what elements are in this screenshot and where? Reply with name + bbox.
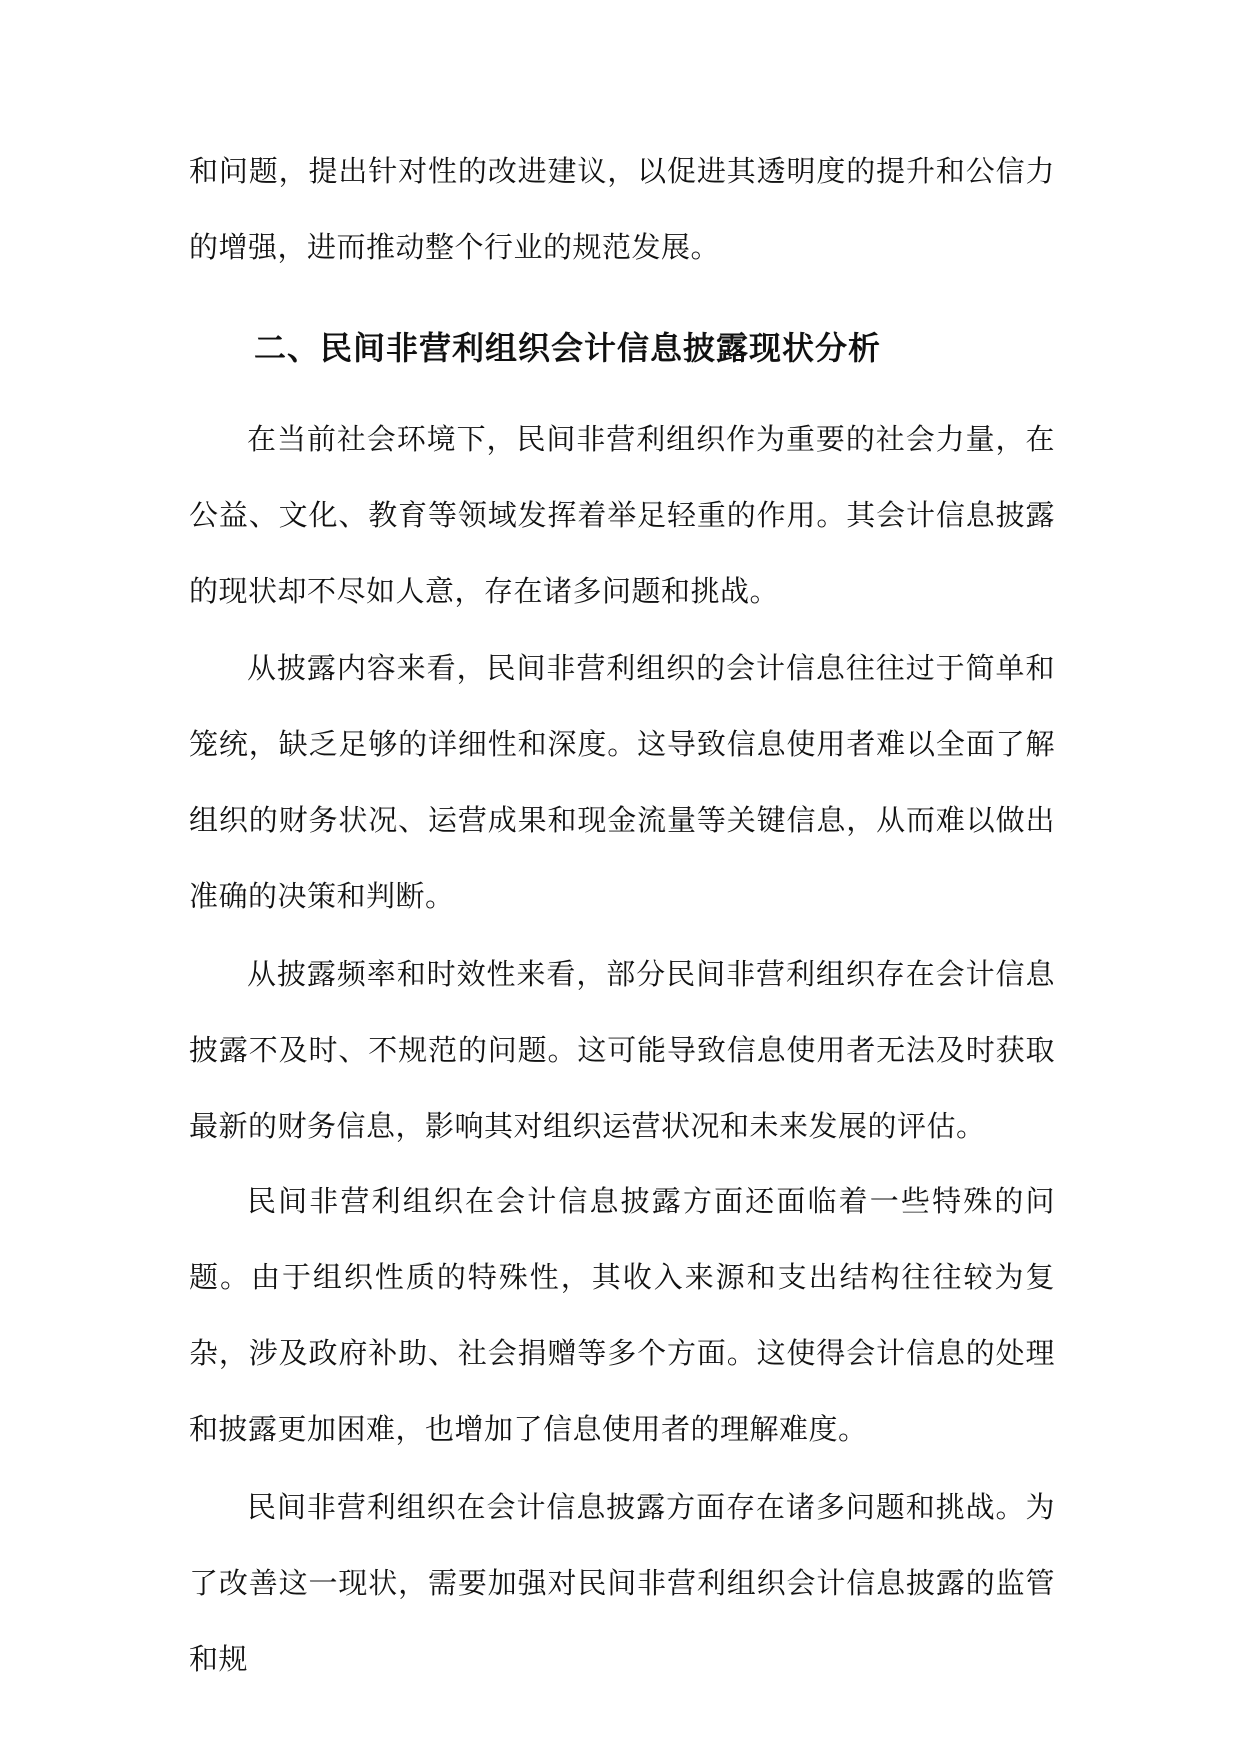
section-heading: 二、民间非营利组织会计信息披露现状分析 xyxy=(254,329,882,367)
body-paragraph-5: 民间非营利组织在会计信息披露方面存在诸多问题和挑战。为了改善这一现状，需要加强对民间非营利组织会计信息披露的监管和规 xyxy=(189,1490,1055,1676)
body-paragraph-2: 从披露内容来看，民间非营利组织的会计信息往往过于简单和笼统，缺乏足够的详细性和深度。这导致信息使用者难以全面了解组织的财务状况、运营成果和现金流量等关键信息，从而难以做出准确的决策和判断。 xyxy=(189,651,1055,913)
body-paragraph-1: 在当前社会环境下，民间非营利组织作为重要的社会力量，在公益、文化、教育等领域发挥着举足轻重的作用。其会计信息披露的现状却不尽如人意，存在诸多问题和挑战。 xyxy=(189,422,1055,608)
continuation-paragraph: 和问题，提出针对性的改进建议，以促进其透明度的提升和公信力的增强，进而推动整个行业的规范发展。 xyxy=(189,154,1055,264)
body-paragraph-3: 从披露频率和时效性来看，部分民间非营利组织存在会计信息披露不及时、不规范的问题。这可能导致信息使用者无法及时获取最新的财务信息，影响其对组织运营状况和未来发展的评估。 xyxy=(189,957,1055,1143)
body-paragraph-4: 民间非营利组织在会计信息披露方面还面临着一些特殊的问题。由于组织性质的特殊性，其收入来源和支出结构往往较为复杂，涉及政府补助、社会捐赠等多个方面。这使得会计信息的处理和披露更加困难，也增加了信息使用者的理解难度。 xyxy=(189,1184,1055,1446)
